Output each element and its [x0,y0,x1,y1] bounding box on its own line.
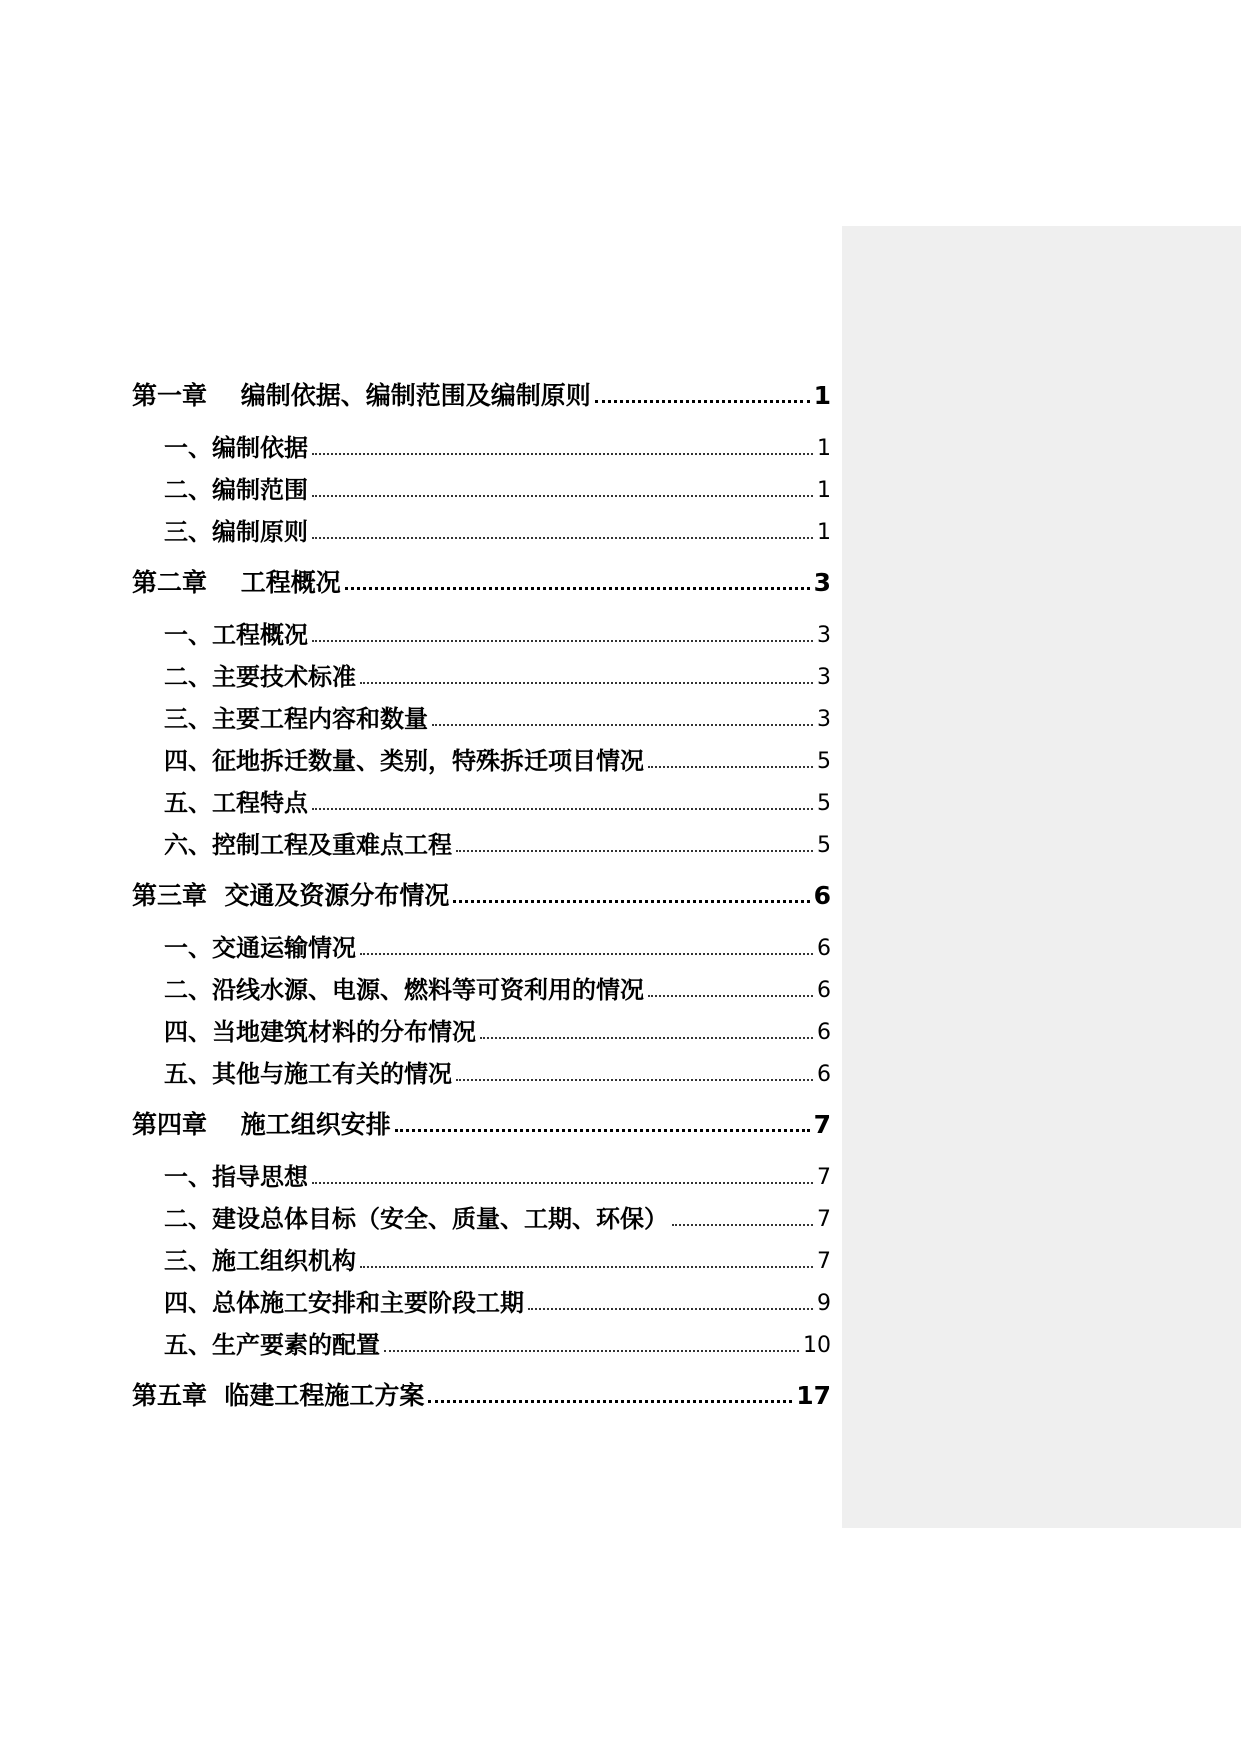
toc-page-number: 7 [817,1165,831,1190]
toc-dot-leader [312,640,813,642]
toc-dot-leader [648,766,813,768]
toc-section-entry[interactable] [0,1275,842,1315]
toc-section-title: 三、编制原则 [164,518,308,546]
toc-section-entry[interactable] [0,775,842,815]
toc-page-number: 1 [813,381,831,410]
toc-page-number: 1 [817,520,831,545]
toc-chapter-entry[interactable] [0,368,842,408]
toc-dot-leader [480,1037,813,1039]
toc-dot-leader [312,495,813,497]
toc-section-title: 四、当地建筑材料的分布情况 [164,1018,476,1046]
toc-dot-leader [360,1266,813,1268]
toc-dot-leader [345,587,810,590]
toc-section-entry[interactable] [0,649,842,689]
toc-section-entry[interactable] [0,1004,842,1044]
toc-dot-leader [672,1224,813,1226]
toc-dot-leader [428,1400,792,1403]
toc-chapter-title: 第四章 施工组织安排 [132,1110,391,1139]
toc-section-entry[interactable] [0,420,842,460]
toc-page-number: 7 [817,1207,831,1232]
toc-dot-leader [453,900,809,903]
toc-section-entry[interactable] [0,1149,842,1189]
toc-page-number: 5 [817,833,831,858]
toc-page-number: 6 [817,1062,831,1087]
toc-page-number: 3 [817,665,831,690]
toc-section-title: 一、指导思想 [164,1163,308,1191]
toc-section-entry[interactable] [0,1046,842,1086]
toc-section-title: 五、工程特点 [164,789,308,817]
toc-section-title: 六、控制工程及重难点工程 [164,831,452,859]
toc-page-number: 3 [813,568,831,597]
toc-page-number: 6 [813,881,831,910]
toc-chapter-entry[interactable] [0,1097,842,1137]
toc-dot-leader [384,1350,799,1352]
toc-dot-leader [432,724,813,726]
toc-section-title: 二、建设总体目标（安全、质量、工期、环保） [164,1205,668,1233]
toc-dot-leader [648,995,813,997]
toc-chapter-title: 第二章 工程概况 [132,568,341,597]
toc-dot-leader [395,1129,810,1132]
toc-page-number: 5 [817,791,831,816]
toc-page-number: 6 [817,936,831,961]
toc-chapter-entry[interactable] [0,1368,842,1408]
toc-section-title: 一、工程概况 [164,621,308,649]
toc-page-number: 3 [817,707,831,732]
toc-page-number: 6 [817,1020,831,1045]
toc-section-entry[interactable] [0,1191,842,1231]
toc-section-entry[interactable] [0,607,842,647]
toc-section-entry[interactable] [0,691,842,731]
toc-chapter-title: 第三章 交通及资源分布情况 [132,881,450,910]
toc-page-number: 10 [803,1333,831,1358]
toc-page-number: 7 [817,1249,831,1274]
toc-section-title: 二、编制范围 [164,476,308,504]
toc-section-entry[interactable] [0,1233,842,1273]
toc-dot-leader [312,453,813,455]
toc-section-entry[interactable] [0,1317,842,1357]
toc-section-title: 二、沿线水源、电源、燃料等可资利用的情况 [164,976,644,1004]
toc-dot-leader [312,808,813,810]
toc-section-title: 三、主要工程内容和数量 [164,705,428,733]
toc-section-title: 一、交通运输情况 [164,934,356,962]
toc-dot-leader [360,682,813,684]
toc-dot-leader [456,1079,813,1081]
toc-page-number: 17 [796,1381,831,1410]
toc-dot-leader [528,1308,813,1310]
toc-chapter-entry[interactable] [0,555,842,595]
toc-section-entry[interactable] [0,962,842,1002]
toc-section-entry[interactable] [0,733,842,773]
toc-section-title: 三、施工组织机构 [164,1247,356,1275]
toc-chapter-entry[interactable] [0,868,842,908]
toc-dot-leader [360,953,813,955]
toc-section-entry[interactable] [0,817,842,857]
toc-dot-leader [456,850,813,852]
toc-page-number: 6 [817,978,831,1003]
toc-page-number: 5 [817,749,831,774]
toc-page-number: 9 [817,1291,831,1316]
toc-section-title: 四、征地拆迁数量、类别，特殊拆迁项目情况 [164,747,644,775]
toc-section-title: 四、总体施工安排和主要阶段工期 [164,1289,524,1317]
toc-section-entry[interactable] [0,462,842,502]
toc-page-number: 3 [817,623,831,648]
toc-section-title: 一、编制依据 [164,434,308,462]
toc-page-number: 1 [817,436,831,461]
toc-page-number: 7 [813,1110,831,1139]
toc-section-title: 五、生产要素的配置 [164,1331,380,1359]
toc-dot-leader [595,400,810,403]
toc-section-title: 五、其他与施工有关的情况 [164,1060,452,1088]
toc-page-number: 1 [817,478,831,503]
toc-section-entry[interactable] [0,920,842,960]
toc-chapter-title: 第五章 临建工程施工方案 [132,1381,425,1410]
toc-section-entry[interactable] [0,504,842,544]
toc-chapter-title: 第一章 编制依据、编制范围及编制原则 [132,381,591,410]
toc-dot-leader [312,1182,813,1184]
comment-margin-pane [842,226,1241,1528]
toc-dot-leader [312,537,813,539]
toc-section-title: 二、主要技术标准 [164,663,356,691]
